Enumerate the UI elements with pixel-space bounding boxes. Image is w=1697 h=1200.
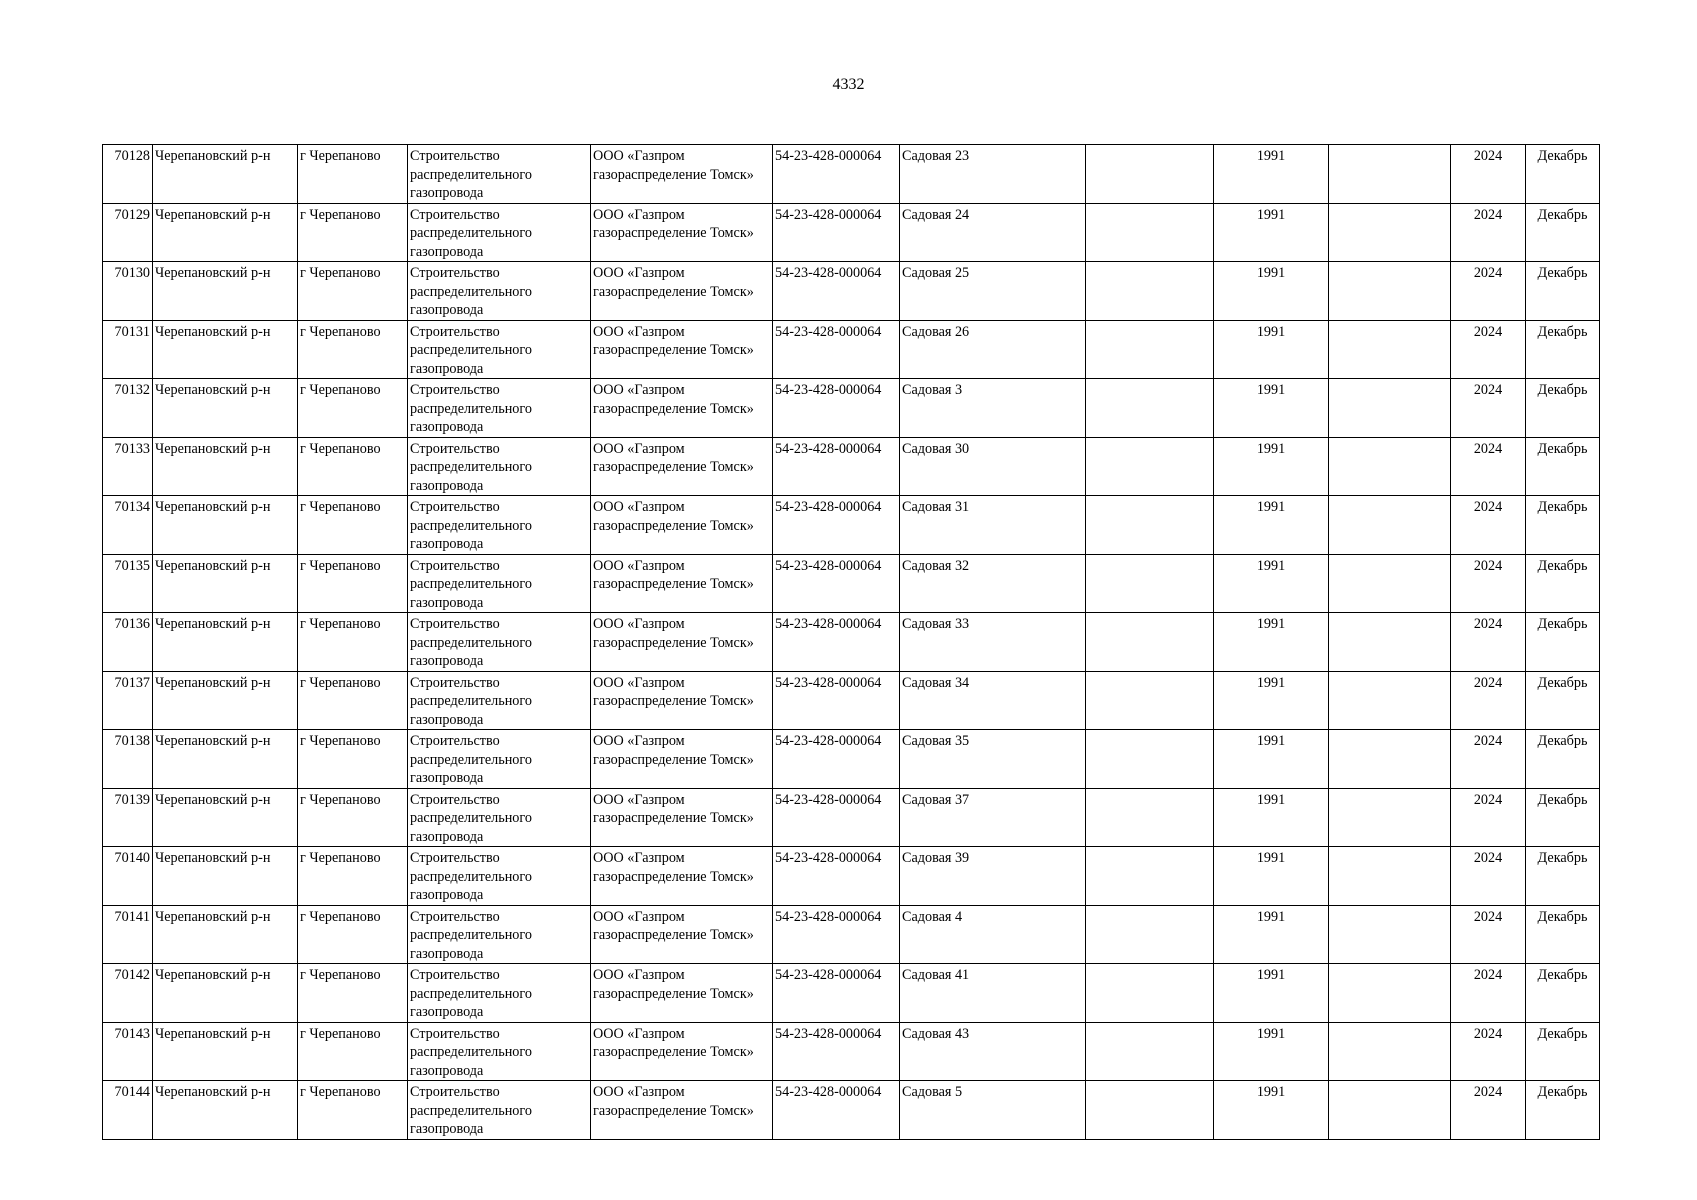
cell-year-planned: 2024 — [1451, 613, 1526, 672]
cell-empty-2 — [1329, 613, 1451, 672]
cell-organization: ООО «Газпром газораспределение Томск» — [591, 262, 773, 321]
cell-empty-2 — [1329, 262, 1451, 321]
cell-year-built: 1991 — [1214, 203, 1329, 262]
cell-organization: ООО «Газпром газораспределение Томск» — [591, 671, 773, 730]
cell-year-built: 1991 — [1214, 1022, 1329, 1081]
table-row — [103, 964, 1600, 1023]
cell-district: Черепановский р-н — [153, 613, 298, 672]
cell-number: 70133 — [103, 437, 153, 496]
cell-work-type: Строительство распределительного газопровода — [408, 437, 591, 496]
cell-year-planned: 2024 — [1451, 203, 1526, 262]
cell-year-built: 1991 — [1214, 437, 1329, 496]
cell-month: Декабрь — [1526, 905, 1600, 964]
cell-object-code: 54-23-428-000064 — [773, 379, 900, 438]
cell-year-planned: 2024 — [1451, 847, 1526, 906]
table-row — [103, 847, 1600, 906]
cell-object-code: 54-23-428-000064 — [773, 554, 900, 613]
cell-empty-2 — [1329, 496, 1451, 555]
cell-object-code: 54-23-428-000064 — [773, 905, 900, 964]
cell-city: г Черепаново — [298, 437, 408, 496]
cell-empty-2 — [1329, 379, 1451, 438]
cell-city: г Черепаново — [298, 847, 408, 906]
cell-year-planned: 2024 — [1451, 905, 1526, 964]
cell-month: Декабрь — [1526, 262, 1600, 321]
table-row — [103, 203, 1600, 262]
cell-city: г Черепаново — [298, 496, 408, 555]
cell-year-planned: 2024 — [1451, 1081, 1526, 1140]
cell-year-planned: 2024 — [1451, 554, 1526, 613]
cell-address: Садовая 39 — [900, 847, 1086, 906]
cell-empty-1 — [1086, 847, 1214, 906]
cell-empty-1 — [1086, 437, 1214, 496]
cell-city: г Черепаново — [298, 964, 408, 1023]
cell-year-built: 1991 — [1214, 554, 1329, 613]
cell-empty-1 — [1086, 203, 1214, 262]
cell-year-planned: 2024 — [1451, 671, 1526, 730]
cell-work-type: Строительство распределительного газопровода — [408, 905, 591, 964]
table-row — [103, 379, 1600, 438]
cell-month: Декабрь — [1526, 730, 1600, 789]
table-row — [103, 554, 1600, 613]
cell-city: г Черепаново — [298, 379, 408, 438]
cell-organization: ООО «Газпром газораспределение Томск» — [591, 496, 773, 555]
cell-district: Черепановский р-н — [153, 1081, 298, 1140]
page-number: 4332 — [832, 76, 865, 93]
cell-city: г Черепаново — [298, 320, 408, 379]
cell-work-type: Строительство распределительного газопровода — [408, 1081, 591, 1140]
cell-work-type: Строительство распределительного газопровода — [408, 847, 591, 906]
cell-work-type: Строительство распределительного газопровода — [408, 730, 591, 789]
cell-object-code: 54-23-428-000064 — [773, 964, 900, 1023]
table-row — [103, 788, 1600, 847]
cell-empty-2 — [1329, 554, 1451, 613]
cell-object-code: 54-23-428-000064 — [773, 262, 900, 321]
cell-empty-1 — [1086, 730, 1214, 789]
cell-month: Декабрь — [1526, 964, 1600, 1023]
cell-number: 70129 — [103, 203, 153, 262]
cell-district: Черепановский р-н — [153, 496, 298, 555]
cell-year-built: 1991 — [1214, 905, 1329, 964]
cell-number: 70139 — [103, 788, 153, 847]
cell-city: г Черепаново — [298, 203, 408, 262]
cell-month: Декабрь — [1526, 203, 1600, 262]
cell-district: Черепановский р-н — [153, 788, 298, 847]
cell-empty-2 — [1329, 1022, 1451, 1081]
cell-number: 70130 — [103, 262, 153, 321]
table-row — [103, 496, 1600, 555]
table-row — [103, 730, 1600, 789]
cell-year-built: 1991 — [1214, 262, 1329, 321]
cell-district: Черепановский р-н — [153, 905, 298, 964]
cell-object-code: 54-23-428-000064 — [773, 203, 900, 262]
cell-address: Садовая 3 — [900, 379, 1086, 438]
cell-empty-1 — [1086, 379, 1214, 438]
cell-work-type: Строительство распределительного газопровода — [408, 554, 591, 613]
cell-empty-2 — [1329, 730, 1451, 789]
cell-address: Садовая 5 — [900, 1081, 1086, 1140]
cell-city: г Черепаново — [298, 788, 408, 847]
cell-empty-2 — [1329, 437, 1451, 496]
cell-number: 70141 — [103, 905, 153, 964]
cell-year-planned: 2024 — [1451, 496, 1526, 555]
cell-organization: ООО «Газпром газораспределение Томск» — [591, 437, 773, 496]
cell-number: 70143 — [103, 1022, 153, 1081]
cell-district: Черепановский р-н — [153, 730, 298, 789]
cell-city: г Черепаново — [298, 613, 408, 672]
cell-empty-1 — [1086, 262, 1214, 321]
cell-address: Садовая 32 — [900, 554, 1086, 613]
cell-empty-2 — [1329, 905, 1451, 964]
cell-year-planned: 2024 — [1451, 1022, 1526, 1081]
cell-address: Садовая 34 — [900, 671, 1086, 730]
cell-address: Садовая 37 — [900, 788, 1086, 847]
table-row — [103, 145, 1600, 204]
cell-work-type: Строительство распределительного газопровода — [408, 262, 591, 321]
cell-city: г Черепаново — [298, 554, 408, 613]
cell-year-planned: 2024 — [1451, 437, 1526, 496]
cell-address: Садовая 26 — [900, 320, 1086, 379]
cell-organization: ООО «Газпром газораспределение Томск» — [591, 788, 773, 847]
cell-empty-2 — [1329, 320, 1451, 379]
cell-city: г Черепаново — [298, 262, 408, 321]
cell-work-type: Строительство распределительного газопровода — [408, 496, 591, 555]
cell-empty-2 — [1329, 788, 1451, 847]
cell-number: 70138 — [103, 730, 153, 789]
cell-number: 70142 — [103, 964, 153, 1023]
cell-work-type: Строительство распределительного газопровода — [408, 1022, 591, 1081]
cell-city: г Черепаново — [298, 145, 408, 204]
cell-empty-2 — [1329, 847, 1451, 906]
cell-organization: ООО «Газпром газораспределение Томск» — [591, 145, 773, 204]
cell-number: 70128 — [103, 145, 153, 204]
cell-month: Декабрь — [1526, 613, 1600, 672]
cell-year-built: 1991 — [1214, 496, 1329, 555]
cell-year-planned: 2024 — [1451, 730, 1526, 789]
cell-district: Черепановский р-н — [153, 262, 298, 321]
cell-empty-1 — [1086, 554, 1214, 613]
cell-number: 70140 — [103, 847, 153, 906]
cell-organization: ООО «Газпром газораспределение Томск» — [591, 905, 773, 964]
table-row — [103, 905, 1600, 964]
cell-empty-1 — [1086, 613, 1214, 672]
cell-address: Садовая 25 — [900, 262, 1086, 321]
cell-address: Садовая 35 — [900, 730, 1086, 789]
cell-organization: ООО «Газпром газораспределение Томск» — [591, 730, 773, 789]
cell-year-planned: 2024 — [1451, 379, 1526, 438]
cell-object-code: 54-23-428-000064 — [773, 613, 900, 672]
table-row — [103, 262, 1600, 321]
cell-address: Садовая 4 — [900, 905, 1086, 964]
table-row — [103, 1081, 1600, 1140]
cell-year-built: 1991 — [1214, 671, 1329, 730]
cell-address: Садовая 31 — [900, 496, 1086, 555]
cell-empty-1 — [1086, 788, 1214, 847]
cell-month: Декабрь — [1526, 847, 1600, 906]
cell-organization: ООО «Газпром газораспределение Томск» — [591, 379, 773, 438]
cell-year-planned: 2024 — [1451, 320, 1526, 379]
cell-empty-2 — [1329, 145, 1451, 204]
registry-table — [102, 144, 1600, 1140]
cell-organization: ООО «Газпром газораспределение Томск» — [591, 1081, 773, 1140]
cell-year-built: 1991 — [1214, 379, 1329, 438]
cell-empty-1 — [1086, 496, 1214, 555]
cell-object-code: 54-23-428-000064 — [773, 496, 900, 555]
cell-empty-2 — [1329, 1081, 1451, 1140]
cell-year-built: 1991 — [1214, 730, 1329, 789]
cell-organization: ООО «Газпром газораспределение Томск» — [591, 320, 773, 379]
cell-year-planned: 2024 — [1451, 145, 1526, 204]
cell-district: Черепановский р-н — [153, 554, 298, 613]
cell-empty-1 — [1086, 964, 1214, 1023]
cell-organization: ООО «Газпром газораспределение Томск» — [591, 554, 773, 613]
cell-year-built: 1991 — [1214, 788, 1329, 847]
cell-district: Черепановский р-н — [153, 203, 298, 262]
cell-object-code: 54-23-428-000064 — [773, 730, 900, 789]
cell-object-code: 54-23-428-000064 — [773, 1022, 900, 1081]
cell-month: Декабрь — [1526, 496, 1600, 555]
cell-number: 70131 — [103, 320, 153, 379]
cell-number: 70135 — [103, 554, 153, 613]
cell-year-built: 1991 — [1214, 613, 1329, 672]
cell-empty-2 — [1329, 964, 1451, 1023]
cell-organization: ООО «Газпром газораспределение Томск» — [591, 1022, 773, 1081]
cell-empty-1 — [1086, 145, 1214, 204]
cell-district: Черепановский р-н — [153, 964, 298, 1023]
cell-empty-2 — [1329, 203, 1451, 262]
cell-city: г Черепаново — [298, 1081, 408, 1140]
cell-month: Декабрь — [1526, 788, 1600, 847]
cell-district: Черепановский р-н — [153, 1022, 298, 1081]
cell-month: Декабрь — [1526, 1022, 1600, 1081]
cell-empty-1 — [1086, 1081, 1214, 1140]
cell-address: Садовая 24 — [900, 203, 1086, 262]
cell-object-code: 54-23-428-000064 — [773, 788, 900, 847]
cell-month: Декабрь — [1526, 554, 1600, 613]
cell-address: Садовая 33 — [900, 613, 1086, 672]
cell-work-type: Строительство распределительного газопровода — [408, 320, 591, 379]
cell-number: 70132 — [103, 379, 153, 438]
cell-year-built: 1991 — [1214, 320, 1329, 379]
cell-district: Черепановский р-н — [153, 379, 298, 438]
cell-number: 70144 — [103, 1081, 153, 1140]
table-row — [103, 613, 1600, 672]
cell-district: Черепановский р-н — [153, 437, 298, 496]
table-row — [103, 437, 1600, 496]
cell-empty-2 — [1329, 671, 1451, 730]
cell-work-type: Строительство распределительного газопровода — [408, 613, 591, 672]
cell-year-planned: 2024 — [1451, 788, 1526, 847]
cell-object-code: 54-23-428-000064 — [773, 847, 900, 906]
cell-organization: ООО «Газпром газораспределение Томск» — [591, 964, 773, 1023]
cell-work-type: Строительство распределительного газопровода — [408, 788, 591, 847]
cell-year-planned: 2024 — [1451, 964, 1526, 1023]
cell-number: 70134 — [103, 496, 153, 555]
cell-month: Декабрь — [1526, 320, 1600, 379]
cell-month: Декабрь — [1526, 1081, 1600, 1140]
cell-object-code: 54-23-428-000064 — [773, 145, 900, 204]
table-row — [103, 320, 1600, 379]
cell-empty-1 — [1086, 671, 1214, 730]
cell-year-built: 1991 — [1214, 1081, 1329, 1140]
cell-empty-1 — [1086, 905, 1214, 964]
cell-city: г Черепаново — [298, 671, 408, 730]
cell-district: Черепановский р-н — [153, 145, 298, 204]
cell-organization: ООО «Газпром газораспределение Томск» — [591, 613, 773, 672]
cell-city: г Черепаново — [298, 905, 408, 964]
table-body — [103, 145, 1600, 1140]
cell-address: Садовая 30 — [900, 437, 1086, 496]
cell-year-built: 1991 — [1214, 145, 1329, 204]
cell-number: 70136 — [103, 613, 153, 672]
cell-address: Садовая 23 — [900, 145, 1086, 204]
cell-district: Черепановский р-н — [153, 847, 298, 906]
cell-address: Садовая 41 — [900, 964, 1086, 1023]
cell-object-code: 54-23-428-000064 — [773, 437, 900, 496]
cell-year-built: 1991 — [1214, 964, 1329, 1023]
cell-month: Декабрь — [1526, 671, 1600, 730]
cell-object-code: 54-23-428-000064 — [773, 1081, 900, 1140]
cell-empty-1 — [1086, 320, 1214, 379]
cell-object-code: 54-23-428-000064 — [773, 320, 900, 379]
cell-work-type: Строительство распределительного газопровода — [408, 145, 591, 204]
cell-address: Садовая 43 — [900, 1022, 1086, 1081]
cell-city: г Черепаново — [298, 730, 408, 789]
cell-number: 70137 — [103, 671, 153, 730]
cell-work-type: Строительство распределительного газопровода — [408, 203, 591, 262]
cell-organization: ООО «Газпром газораспределение Томск» — [591, 847, 773, 906]
table-row — [103, 671, 1600, 730]
cell-work-type: Строительство распределительного газопровода — [408, 671, 591, 730]
cell-month: Декабрь — [1526, 145, 1600, 204]
cell-work-type: Строительство распределительного газопровода — [408, 964, 591, 1023]
cell-year-built: 1991 — [1214, 847, 1329, 906]
cell-district: Черепановский р-н — [153, 320, 298, 379]
cell-month: Декабрь — [1526, 379, 1600, 438]
cell-object-code: 54-23-428-000064 — [773, 671, 900, 730]
cell-work-type: Строительство распределительного газопровода — [408, 379, 591, 438]
table-row — [103, 1022, 1600, 1081]
cell-organization: ООО «Газпром газораспределение Томск» — [591, 203, 773, 262]
cell-district: Черепановский р-н — [153, 671, 298, 730]
cell-empty-1 — [1086, 1022, 1214, 1081]
cell-city: г Черепаново — [298, 1022, 408, 1081]
cell-month: Декабрь — [1526, 437, 1600, 496]
cell-year-planned: 2024 — [1451, 262, 1526, 321]
